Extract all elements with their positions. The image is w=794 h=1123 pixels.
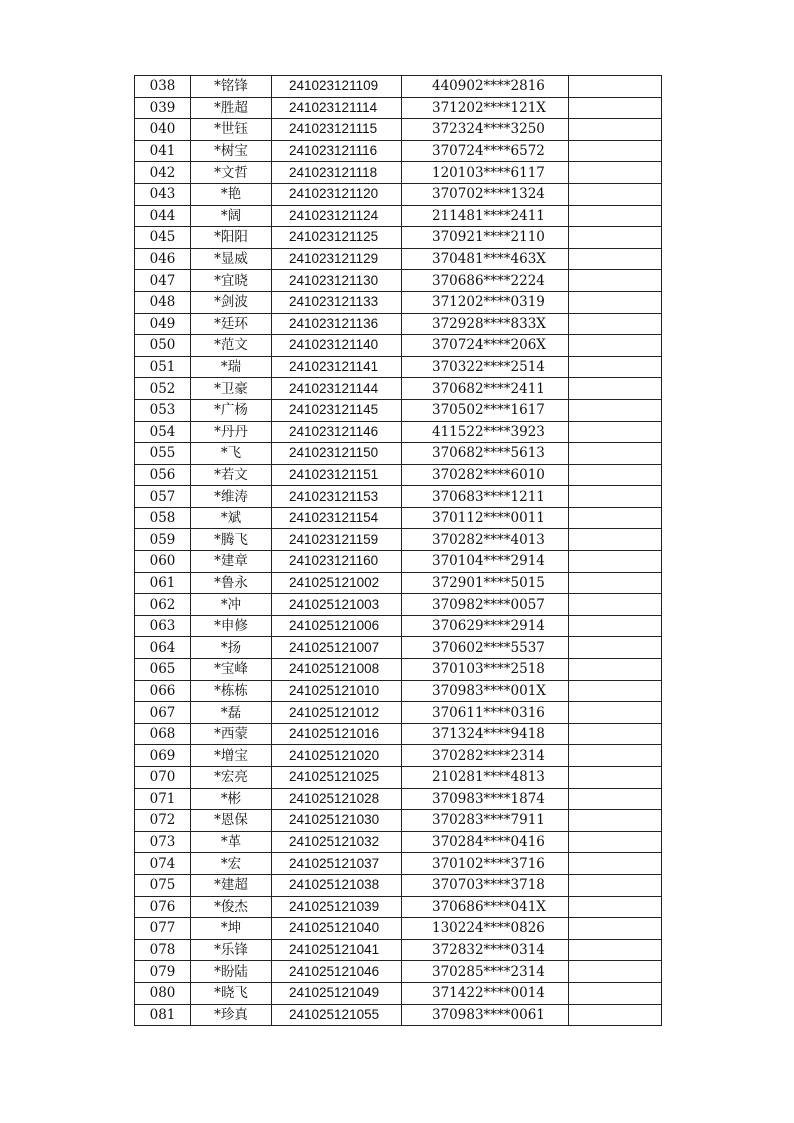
row-note-cell [569, 767, 662, 789]
row-student-id-cell: 241025121038 [272, 874, 402, 896]
row-seq-cell: 064 [135, 637, 191, 659]
row-id-card-cell: 370983****1874 [402, 788, 569, 810]
row-id-card-cell: 370611****0316 [402, 702, 569, 724]
row-id-card-cell: 370282****2314 [402, 745, 569, 767]
table-row [135, 918, 662, 940]
table-row [135, 767, 662, 789]
row-seq-cell: 079 [135, 961, 191, 983]
row-student-id-cell: 241025121049 [272, 982, 402, 1004]
row-id-card-cell: 370686****2224 [402, 270, 569, 292]
row-name-cell: *显威 [191, 248, 272, 270]
row-seq-cell: 065 [135, 659, 191, 681]
table-row [135, 270, 662, 292]
row-seq-cell: 045 [135, 227, 191, 249]
row-name-cell: *彬 [191, 788, 272, 810]
row-student-id-cell: 241025121007 [272, 637, 402, 659]
row-seq-cell: 038 [135, 76, 191, 98]
row-note-cell [569, 702, 662, 724]
table-row [135, 615, 662, 637]
row-name-cell: *腾飞 [191, 529, 272, 551]
row-name-cell: *增宝 [191, 745, 272, 767]
row-seq-cell: 039 [135, 97, 191, 119]
table-row [135, 507, 662, 529]
row-id-card-cell: 370282****6010 [402, 464, 569, 486]
table-row [135, 421, 662, 443]
row-note-cell [569, 961, 662, 983]
row-student-id-cell: 241023121130 [272, 270, 402, 292]
roster-body [135, 76, 662, 1026]
row-student-id-cell: 241025121008 [272, 659, 402, 681]
row-note-cell [569, 745, 662, 767]
row-name-cell: *阔 [191, 205, 272, 227]
row-id-card-cell: 370982****0057 [402, 594, 569, 616]
table-row [135, 140, 662, 162]
row-note-cell [569, 335, 662, 357]
row-id-card-cell: 370983****0061 [402, 1004, 569, 1026]
row-student-id-cell: 241025121037 [272, 853, 402, 875]
row-note-cell [569, 291, 662, 313]
row-name-cell: *树宝 [191, 140, 272, 162]
row-seq-cell: 046 [135, 248, 191, 270]
table-row [135, 745, 662, 767]
table-row [135, 853, 662, 875]
row-student-id-cell: 241023121160 [272, 551, 402, 573]
table-row [135, 896, 662, 918]
table-row [135, 874, 662, 896]
row-student-id-cell: 241023121129 [272, 248, 402, 270]
row-student-id-cell: 241023121115 [272, 119, 402, 141]
row-id-card-cell: 370502****1617 [402, 399, 569, 421]
row-student-id-cell: 241023121140 [272, 335, 402, 357]
row-id-card-cell: 211481****2411 [402, 205, 569, 227]
row-seq-cell: 074 [135, 853, 191, 875]
row-student-id-cell: 241023121141 [272, 356, 402, 378]
row-seq-cell: 056 [135, 464, 191, 486]
row-name-cell: *栋栋 [191, 680, 272, 702]
row-name-cell: *宝峰 [191, 659, 272, 681]
row-seq-cell: 078 [135, 939, 191, 961]
row-seq-cell: 068 [135, 723, 191, 745]
row-name-cell: *建超 [191, 874, 272, 896]
row-seq-cell: 077 [135, 918, 191, 940]
row-student-id-cell: 241025121006 [272, 615, 402, 637]
row-id-card-cell: 370921****2110 [402, 227, 569, 249]
row-id-card-cell: 370284****0416 [402, 831, 569, 853]
row-student-id-cell: 241025121055 [272, 1004, 402, 1026]
row-name-cell: *革 [191, 831, 272, 853]
row-seq-cell: 058 [135, 507, 191, 529]
row-student-id-cell: 241025121030 [272, 810, 402, 832]
row-student-id-cell: 241023121118 [272, 162, 402, 184]
row-student-id-cell: 241025121002 [272, 572, 402, 594]
row-seq-cell: 051 [135, 356, 191, 378]
row-student-id-cell: 241023121124 [272, 205, 402, 227]
row-note-cell [569, 313, 662, 335]
row-seq-cell: 060 [135, 551, 191, 573]
row-name-cell: *俊杰 [191, 896, 272, 918]
row-seq-cell: 070 [135, 767, 191, 789]
row-name-cell: *铭锋 [191, 76, 272, 98]
table-row [135, 788, 662, 810]
row-seq-cell: 061 [135, 572, 191, 594]
row-note-cell [569, 378, 662, 400]
table-row [135, 443, 662, 465]
row-seq-cell: 072 [135, 810, 191, 832]
row-name-cell: *文哲 [191, 162, 272, 184]
row-student-id-cell: 241023121145 [272, 399, 402, 421]
row-id-card-cell: 370683****1211 [402, 486, 569, 508]
table-row [135, 248, 662, 270]
row-seq-cell: 054 [135, 421, 191, 443]
table-row [135, 702, 662, 724]
row-id-card-cell: 370602****5537 [402, 637, 569, 659]
row-student-id-cell: 241023121116 [272, 140, 402, 162]
row-name-cell: *艳 [191, 183, 272, 205]
row-note-cell [569, 162, 662, 184]
row-note-cell [569, 1004, 662, 1026]
row-id-card-cell: 370322****2514 [402, 356, 569, 378]
row-seq-cell: 040 [135, 119, 191, 141]
row-id-card-cell: 370702****1324 [402, 183, 569, 205]
row-note-cell [569, 637, 662, 659]
row-note-cell [569, 227, 662, 249]
row-student-id-cell: 241023121136 [272, 313, 402, 335]
row-id-card-cell: 370629****2914 [402, 615, 569, 637]
table-row [135, 529, 662, 551]
row-seq-cell: 043 [135, 183, 191, 205]
row-student-id-cell: 241025121003 [272, 594, 402, 616]
row-student-id-cell: 241025121046 [272, 961, 402, 983]
row-student-id-cell: 241023121114 [272, 97, 402, 119]
row-note-cell [569, 896, 662, 918]
row-note-cell [569, 788, 662, 810]
row-note-cell [569, 507, 662, 529]
row-name-cell: *剑波 [191, 291, 272, 313]
row-student-id-cell: 241025121041 [272, 939, 402, 961]
row-note-cell [569, 97, 662, 119]
row-seq-cell: 080 [135, 982, 191, 1004]
row-note-cell [569, 399, 662, 421]
row-id-card-cell: 370103****2518 [402, 659, 569, 681]
row-seq-cell: 071 [135, 788, 191, 810]
table-row [135, 378, 662, 400]
row-id-card-cell: 210281****4813 [402, 767, 569, 789]
row-note-cell [569, 680, 662, 702]
row-name-cell: *胜超 [191, 97, 272, 119]
row-id-card-cell: 440902****2816 [402, 76, 569, 98]
row-seq-cell: 067 [135, 702, 191, 724]
row-seq-cell: 075 [135, 874, 191, 896]
row-id-card-cell: 120103****6117 [402, 162, 569, 184]
row-seq-cell: 057 [135, 486, 191, 508]
row-note-cell [569, 939, 662, 961]
row-name-cell: *扬 [191, 637, 272, 659]
row-note-cell [569, 810, 662, 832]
table-row [135, 464, 662, 486]
row-name-cell: *晓飞 [191, 982, 272, 1004]
row-student-id-cell: 241023121144 [272, 378, 402, 400]
row-id-card-cell: 370112****0011 [402, 507, 569, 529]
row-student-id-cell: 241023121109 [272, 76, 402, 98]
row-name-cell: *盼陆 [191, 961, 272, 983]
row-name-cell: *范文 [191, 335, 272, 357]
row-id-card-cell: 372832****0314 [402, 939, 569, 961]
row-name-cell: *斌 [191, 507, 272, 529]
row-seq-cell: 044 [135, 205, 191, 227]
row-student-id-cell: 241023121153 [272, 486, 402, 508]
row-id-card-cell: 130224****0826 [402, 918, 569, 940]
row-name-cell: *珍真 [191, 1004, 272, 1026]
row-name-cell: *若文 [191, 464, 272, 486]
row-name-cell: *鲁永 [191, 572, 272, 594]
row-id-card-cell: 370682****2411 [402, 378, 569, 400]
roster-table [134, 75, 662, 1026]
row-id-card-cell: 370682****5613 [402, 443, 569, 465]
row-name-cell: *磊 [191, 702, 272, 724]
table-row [135, 572, 662, 594]
row-student-id-cell: 241023121125 [272, 227, 402, 249]
row-student-id-cell: 241023121133 [272, 291, 402, 313]
row-note-cell [569, 183, 662, 205]
row-id-card-cell: 371202****0319 [402, 291, 569, 313]
row-note-cell [569, 76, 662, 98]
row-student-id-cell: 241025121012 [272, 702, 402, 724]
row-name-cell: *维涛 [191, 486, 272, 508]
table-row [135, 659, 662, 681]
row-note-cell [569, 356, 662, 378]
table-row [135, 399, 662, 421]
row-name-cell: *宏 [191, 853, 272, 875]
row-student-id-cell: 241025121028 [272, 788, 402, 810]
row-name-cell: *阳阳 [191, 227, 272, 249]
row-student-id-cell: 241025121020 [272, 745, 402, 767]
row-note-cell [569, 982, 662, 1004]
row-note-cell [569, 551, 662, 573]
table-row [135, 227, 662, 249]
row-student-id-cell: 241025121025 [272, 767, 402, 789]
row-name-cell: *瑞 [191, 356, 272, 378]
row-student-id-cell: 241023121146 [272, 421, 402, 443]
table-row [135, 939, 662, 961]
table-row [135, 291, 662, 313]
row-seq-cell: 066 [135, 680, 191, 702]
row-id-card-cell: 370283****7911 [402, 810, 569, 832]
row-name-cell: *乐锋 [191, 939, 272, 961]
row-note-cell [569, 140, 662, 162]
row-note-cell [569, 248, 662, 270]
table-row [135, 982, 662, 1004]
row-student-id-cell: 241025121032 [272, 831, 402, 853]
row-note-cell [569, 443, 662, 465]
row-note-cell [569, 723, 662, 745]
row-id-card-cell: 370724****6572 [402, 140, 569, 162]
row-seq-cell: 053 [135, 399, 191, 421]
row-note-cell [569, 659, 662, 681]
row-note-cell [569, 572, 662, 594]
row-note-cell [569, 464, 662, 486]
table-row [135, 119, 662, 141]
row-id-card-cell: 372928****833X [402, 313, 569, 335]
table-row [135, 335, 662, 357]
row-name-cell: *宜晓 [191, 270, 272, 292]
table-row [135, 183, 662, 205]
row-name-cell: *广杨 [191, 399, 272, 421]
row-seq-cell: 052 [135, 378, 191, 400]
row-student-id-cell: 241025121016 [272, 723, 402, 745]
row-note-cell [569, 270, 662, 292]
row-name-cell: *坤 [191, 918, 272, 940]
table-row [135, 76, 662, 98]
row-note-cell [569, 486, 662, 508]
row-id-card-cell: 370686****041X [402, 896, 569, 918]
row-seq-cell: 055 [135, 443, 191, 465]
row-note-cell [569, 119, 662, 141]
row-seq-cell: 048 [135, 291, 191, 313]
table-row [135, 313, 662, 335]
row-id-card-cell: 370282****4013 [402, 529, 569, 551]
table-row [135, 162, 662, 184]
row-name-cell: *飞 [191, 443, 272, 465]
row-note-cell [569, 421, 662, 443]
row-id-card-cell: 411522****3923 [402, 421, 569, 443]
row-id-card-cell: 370285****2314 [402, 961, 569, 983]
row-name-cell: *丹丹 [191, 421, 272, 443]
table-row [135, 1004, 662, 1026]
row-seq-cell: 073 [135, 831, 191, 853]
row-name-cell: *申修 [191, 615, 272, 637]
row-id-card-cell: 370481****463X [402, 248, 569, 270]
table-row [135, 205, 662, 227]
row-note-cell [569, 918, 662, 940]
row-id-card-cell: 372324****3250 [402, 119, 569, 141]
table-row [135, 551, 662, 573]
row-student-id-cell: 241023121154 [272, 507, 402, 529]
row-seq-cell: 081 [135, 1004, 191, 1026]
table-row [135, 961, 662, 983]
row-note-cell [569, 594, 662, 616]
row-id-card-cell: 370703****3718 [402, 874, 569, 896]
row-id-card-cell: 371324****9418 [402, 723, 569, 745]
table-row [135, 594, 662, 616]
row-seq-cell: 069 [135, 745, 191, 767]
row-name-cell: *廷环 [191, 313, 272, 335]
row-seq-cell: 062 [135, 594, 191, 616]
row-name-cell: *世钰 [191, 119, 272, 141]
row-student-id-cell: 241025121010 [272, 680, 402, 702]
row-name-cell: *恩保 [191, 810, 272, 832]
row-name-cell: *卫豪 [191, 378, 272, 400]
row-seq-cell: 049 [135, 313, 191, 335]
table-row [135, 831, 662, 853]
table-row [135, 637, 662, 659]
row-student-id-cell: 241023121150 [272, 443, 402, 465]
row-id-card-cell: 371202****121X [402, 97, 569, 119]
row-seq-cell: 041 [135, 140, 191, 162]
row-note-cell [569, 874, 662, 896]
row-seq-cell: 047 [135, 270, 191, 292]
row-note-cell [569, 205, 662, 227]
row-seq-cell: 076 [135, 896, 191, 918]
row-id-card-cell: 372901****5015 [402, 572, 569, 594]
row-name-cell: *宏亮 [191, 767, 272, 789]
row-id-card-cell: 370102****3716 [402, 853, 569, 875]
row-student-id-cell: 241025121039 [272, 896, 402, 918]
row-id-card-cell: 370104****2914 [402, 551, 569, 573]
table-row [135, 810, 662, 832]
row-id-card-cell: 370724****206X [402, 335, 569, 357]
table-row [135, 486, 662, 508]
row-name-cell: *冲 [191, 594, 272, 616]
table-row [135, 723, 662, 745]
row-seq-cell: 050 [135, 335, 191, 357]
table-row [135, 356, 662, 378]
row-student-id-cell: 241023121120 [272, 183, 402, 205]
row-student-id-cell: 241025121040 [272, 918, 402, 940]
row-id-card-cell: 371422****0014 [402, 982, 569, 1004]
row-name-cell: *建章 [191, 551, 272, 573]
row-id-card-cell: 370983****001X [402, 680, 569, 702]
row-note-cell [569, 615, 662, 637]
row-note-cell [569, 831, 662, 853]
row-name-cell: *西蒙 [191, 723, 272, 745]
row-note-cell [569, 853, 662, 875]
row-seq-cell: 059 [135, 529, 191, 551]
row-student-id-cell: 241023121159 [272, 529, 402, 551]
row-seq-cell: 042 [135, 162, 191, 184]
table-row [135, 680, 662, 702]
row-student-id-cell: 241023121151 [272, 464, 402, 486]
row-note-cell [569, 529, 662, 551]
row-seq-cell: 063 [135, 615, 191, 637]
table-row [135, 97, 662, 119]
